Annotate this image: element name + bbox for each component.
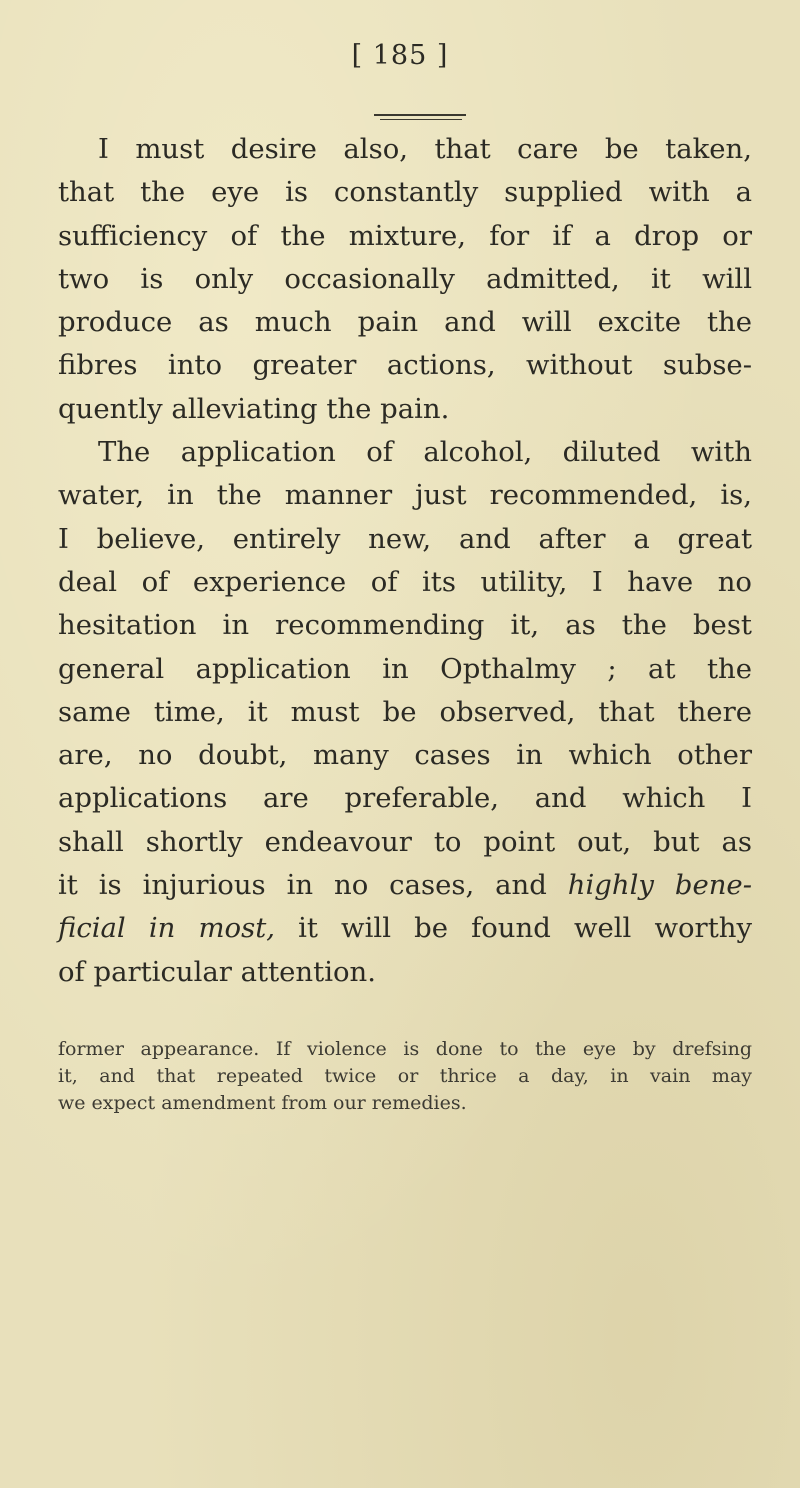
body-text (58, 128, 752, 994)
italic-segment: highly bene- (567, 869, 752, 902)
text-line-mixed (58, 907, 752, 950)
text-line: produce as much pain and will excite the (58, 306, 752, 339)
text-line: two is only occasionally admitted, it will (58, 262, 752, 295)
text-segment: it will be found well worthy (275, 912, 752, 945)
text-segment: it is injurious in no cases, and (58, 869, 568, 902)
text-line: general application in Opthalmy ; at the (58, 652, 752, 685)
text-line: The application of alcohol, diluted with (98, 436, 752, 469)
text-line: I believe, entirely new, and after a great (58, 522, 752, 555)
text-line: deal of experience of its utility, I have no (58, 565, 752, 598)
text-line: applications are preferable, and which I (58, 782, 752, 815)
text-line: that the eye is constantly supplied with a (58, 176, 752, 209)
italic-segment: ficial in most, (58, 912, 275, 945)
text-line: water, in the manner just recommended, is, (58, 479, 752, 512)
footnote-line: it, and that repeated twice or thrice a day, in vain may (58, 1064, 752, 1087)
footnote-line: former appearance. If violence is done to the eye by drefsing (58, 1038, 752, 1060)
text-line: fibres into greater actions, without subse- (58, 349, 752, 382)
text-line: shall shortly endeavour to point out, but as (58, 825, 752, 858)
text-line: quently alleviating the pain. (58, 392, 450, 425)
text-line: are, no doubt, many cases in which other (58, 739, 752, 772)
header-rule (374, 114, 466, 116)
text-line: sufficiency of the mixture, for if a drop or (58, 219, 752, 252)
header-rule-thin (380, 119, 462, 120)
text-line: same time, it must be observed, that there (58, 695, 752, 728)
footnote-line: we expect amendment from our remedies. (58, 1091, 467, 1114)
footnote (58, 1036, 752, 1116)
text-line-mixed (58, 864, 752, 907)
text-line: I must desire also, that care be taken, (98, 133, 752, 165)
text-line: of particular attention. (58, 955, 376, 988)
text-line: hesitation in recommending it, as the best (58, 609, 752, 642)
page-number: [ 185 ] (351, 40, 449, 71)
